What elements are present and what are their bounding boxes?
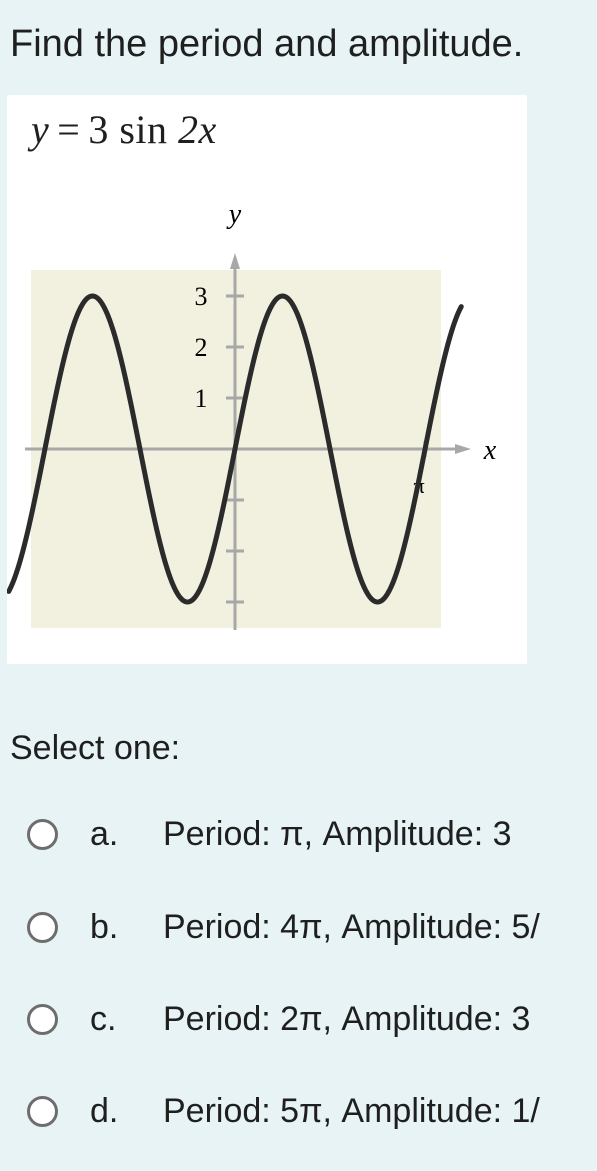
equation-lhs: y <box>31 107 50 152</box>
equation-equals: = <box>57 107 81 152</box>
option-letter: c. <box>90 1000 117 1038</box>
x-axis-label: x <box>483 435 497 466</box>
y-tick-label: 3 <box>194 282 208 311</box>
x-tick-label: π <box>413 473 425 498</box>
equation-coefficient: 3 <box>88 107 109 152</box>
option-b[interactable] <box>0 898 597 958</box>
equation-function: sin <box>119 107 168 152</box>
option-a[interactable] <box>0 805 597 865</box>
option-text[interactable]: Period: 2π, Amplitude: 3 <box>163 1000 531 1038</box>
select-one-label: Select one: <box>10 729 181 767</box>
option-letter: b. <box>90 908 119 946</box>
option-c[interactable] <box>0 990 597 1050</box>
y-axis-arrow <box>230 253 240 269</box>
radio-button[interactable] <box>27 1096 58 1127</box>
option-text[interactable]: Period: 5π, Amplitude: 1/ <box>163 1092 540 1130</box>
option-text[interactable]: Period: π, Amplitude: 3 <box>163 815 512 853</box>
radio-button[interactable] <box>27 912 58 943</box>
sine-graph <box>7 95 527 664</box>
radio-button[interactable] <box>27 819 58 850</box>
equation-argument: 2x <box>178 107 217 152</box>
option-letter: d. <box>90 1092 119 1130</box>
radio-button[interactable] <box>27 1004 58 1035</box>
option-letter: a. <box>90 815 119 853</box>
y-tick-label: 1 <box>194 384 208 413</box>
graph-figure <box>7 95 527 664</box>
option-d[interactable] <box>0 1082 597 1142</box>
y-axis-label: y <box>228 199 242 230</box>
y-tick-label: 2 <box>194 333 208 362</box>
option-text[interactable]: Period: 4π, Amplitude: 5/ <box>163 908 540 946</box>
x-axis-arrow <box>455 444 471 454</box>
question-title: Find the period and amplitude. <box>10 23 524 65</box>
